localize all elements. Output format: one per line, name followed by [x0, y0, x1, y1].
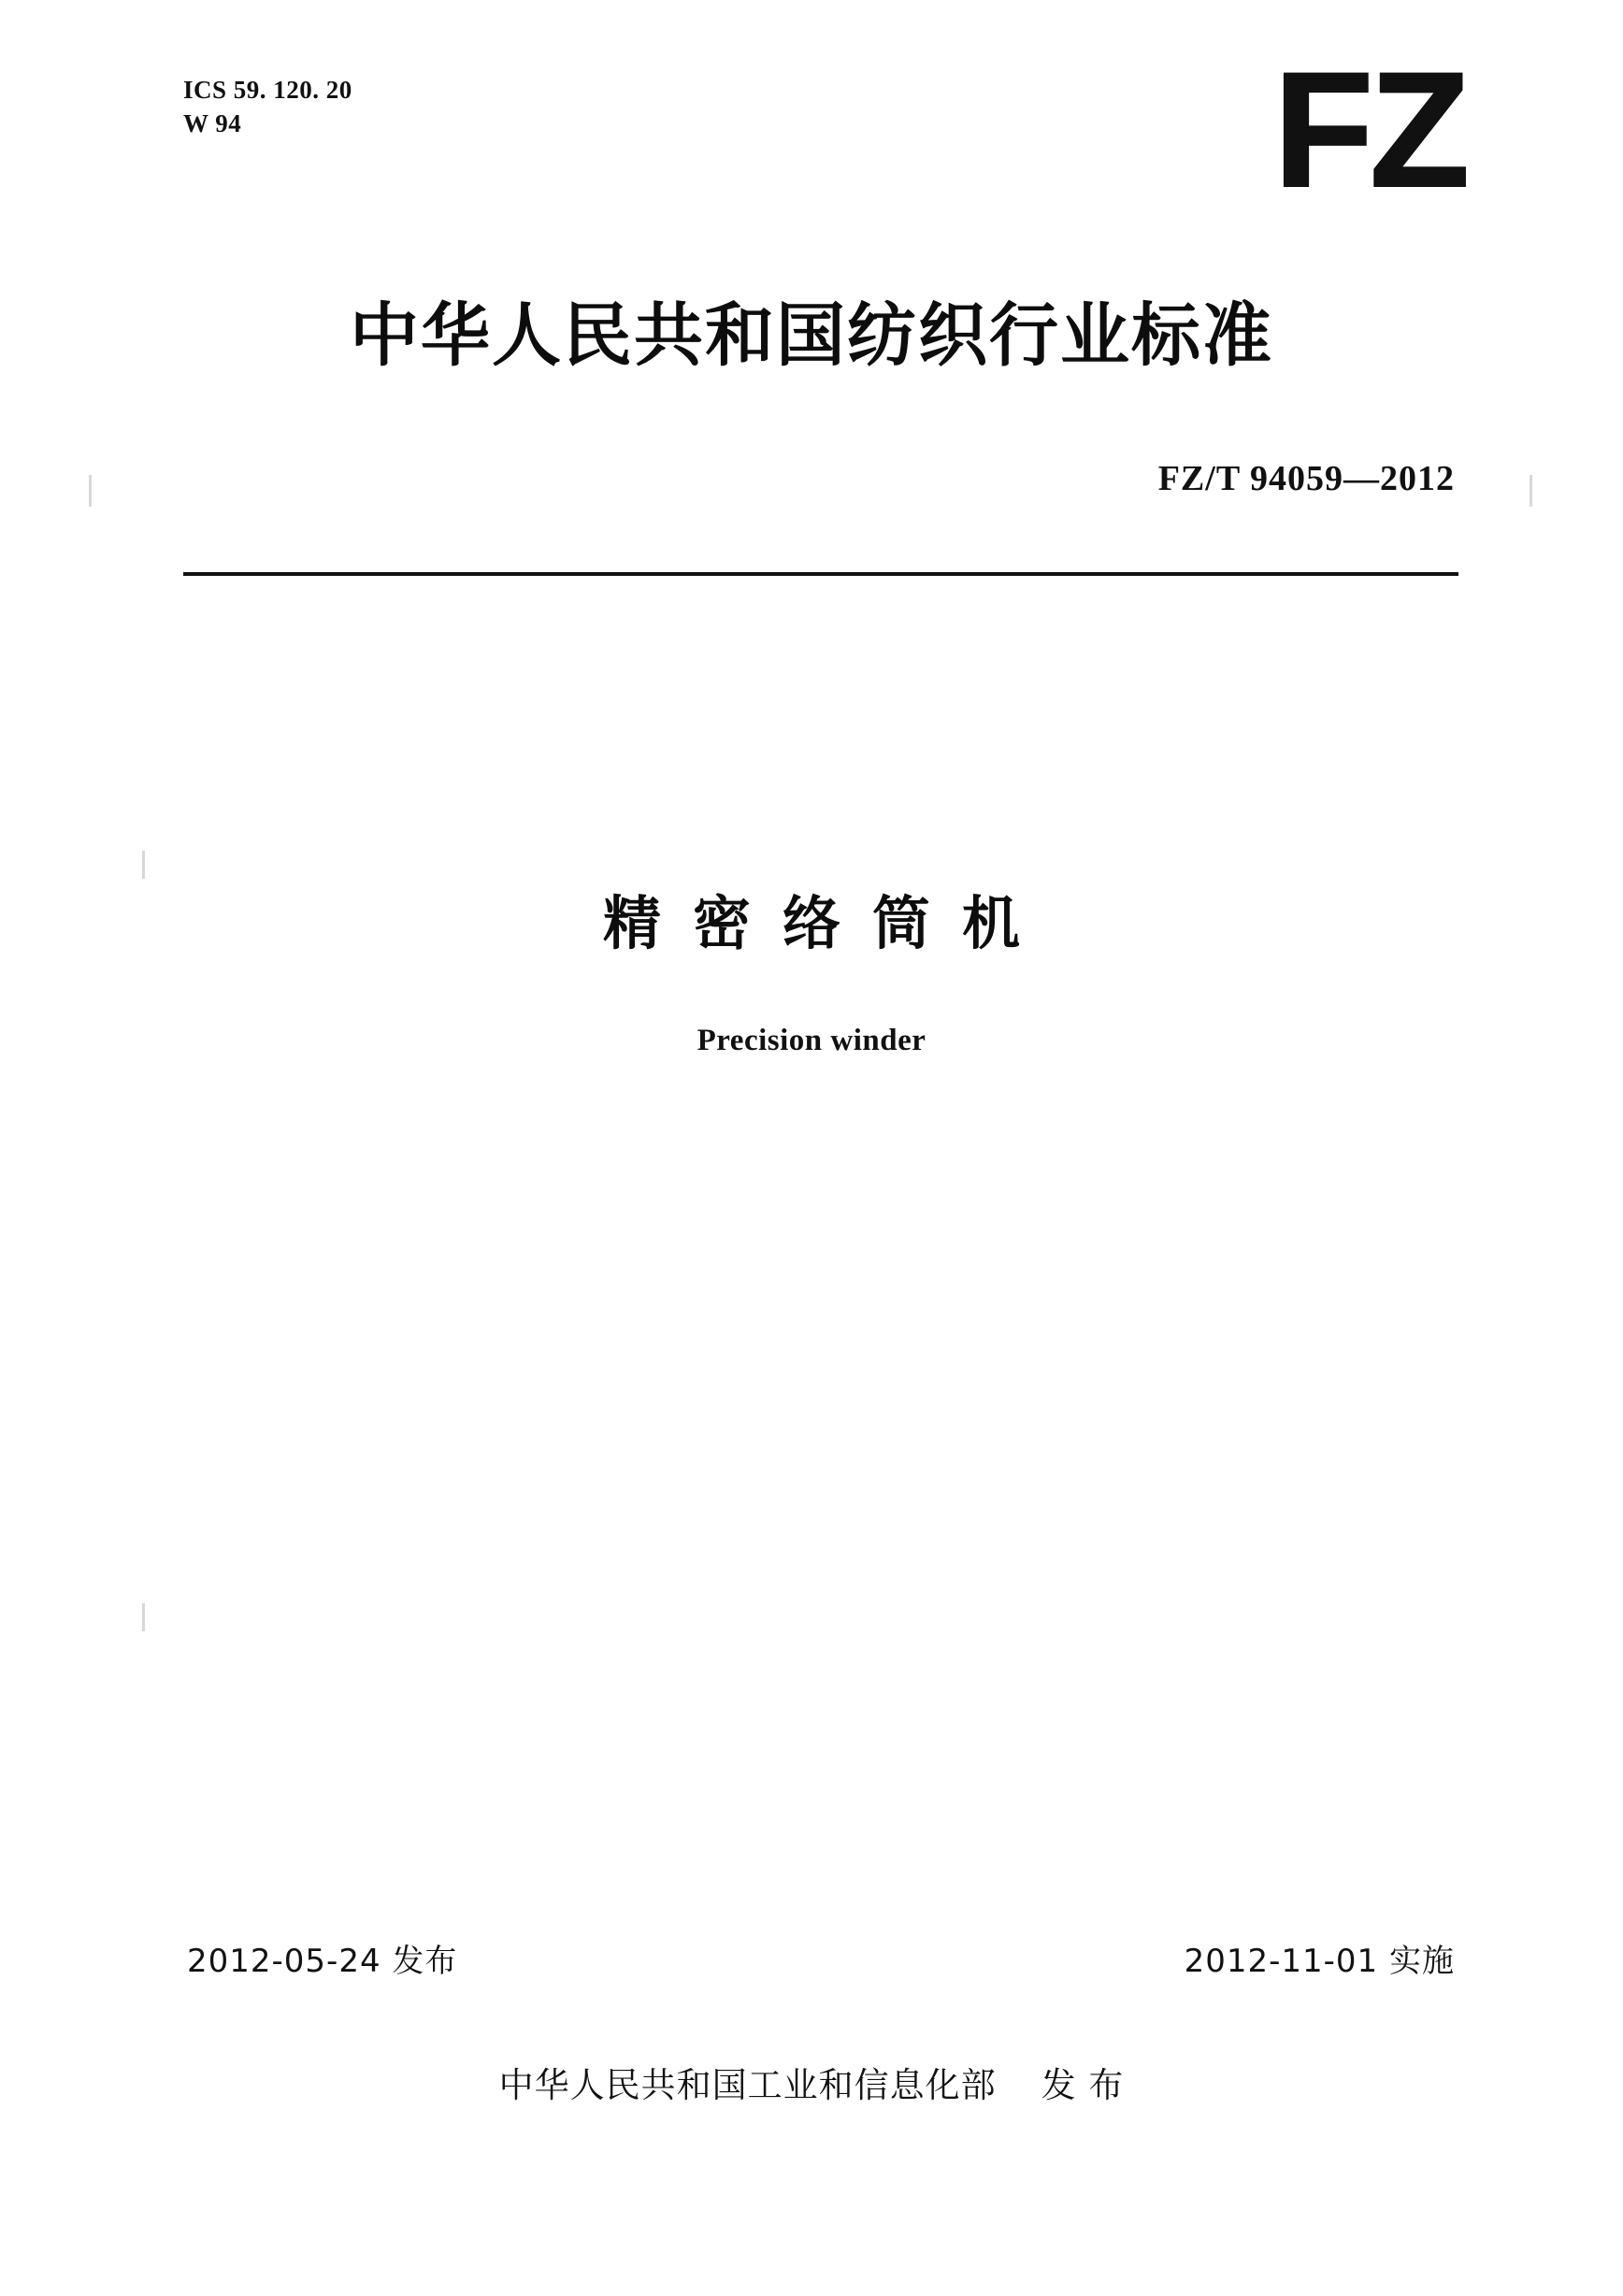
fz-logo: FZ — [1273, 39, 1466, 222]
issuer-name: 中华人民共和国工业和信息化部 — [498, 2065, 997, 2105]
standard-number: FZ/T 94059—2012 — [1157, 459, 1455, 498]
ics-code: ICS 59. 120. 20 — [183, 76, 352, 104]
issuer-line — [0, 2057, 1623, 2107]
issuer-action: 发 布 — [1041, 2065, 1125, 2105]
issue-date: 2012-05-24 发布 — [187, 1943, 458, 1980]
page-guide-tick-left-upper — [89, 475, 92, 507]
document-title-english: Precision winder — [697, 1024, 926, 1057]
ccs-code: W 94 — [183, 109, 242, 138]
page-guide-tick-left-lower — [142, 1603, 145, 1631]
document-title-chinese: 精密络筒机 — [602, 889, 1052, 957]
header-divider — [183, 572, 1458, 576]
page-guide-tick-right-upper — [1530, 475, 1532, 507]
ics-classification-block — [183, 73, 352, 141]
effective-date: 2012-11-01 实施 — [1184, 1943, 1455, 1980]
page-guide-tick-left-mid — [142, 851, 145, 879]
national-standard-title: 中华人民共和国纺织行业标准 — [350, 295, 1273, 376]
